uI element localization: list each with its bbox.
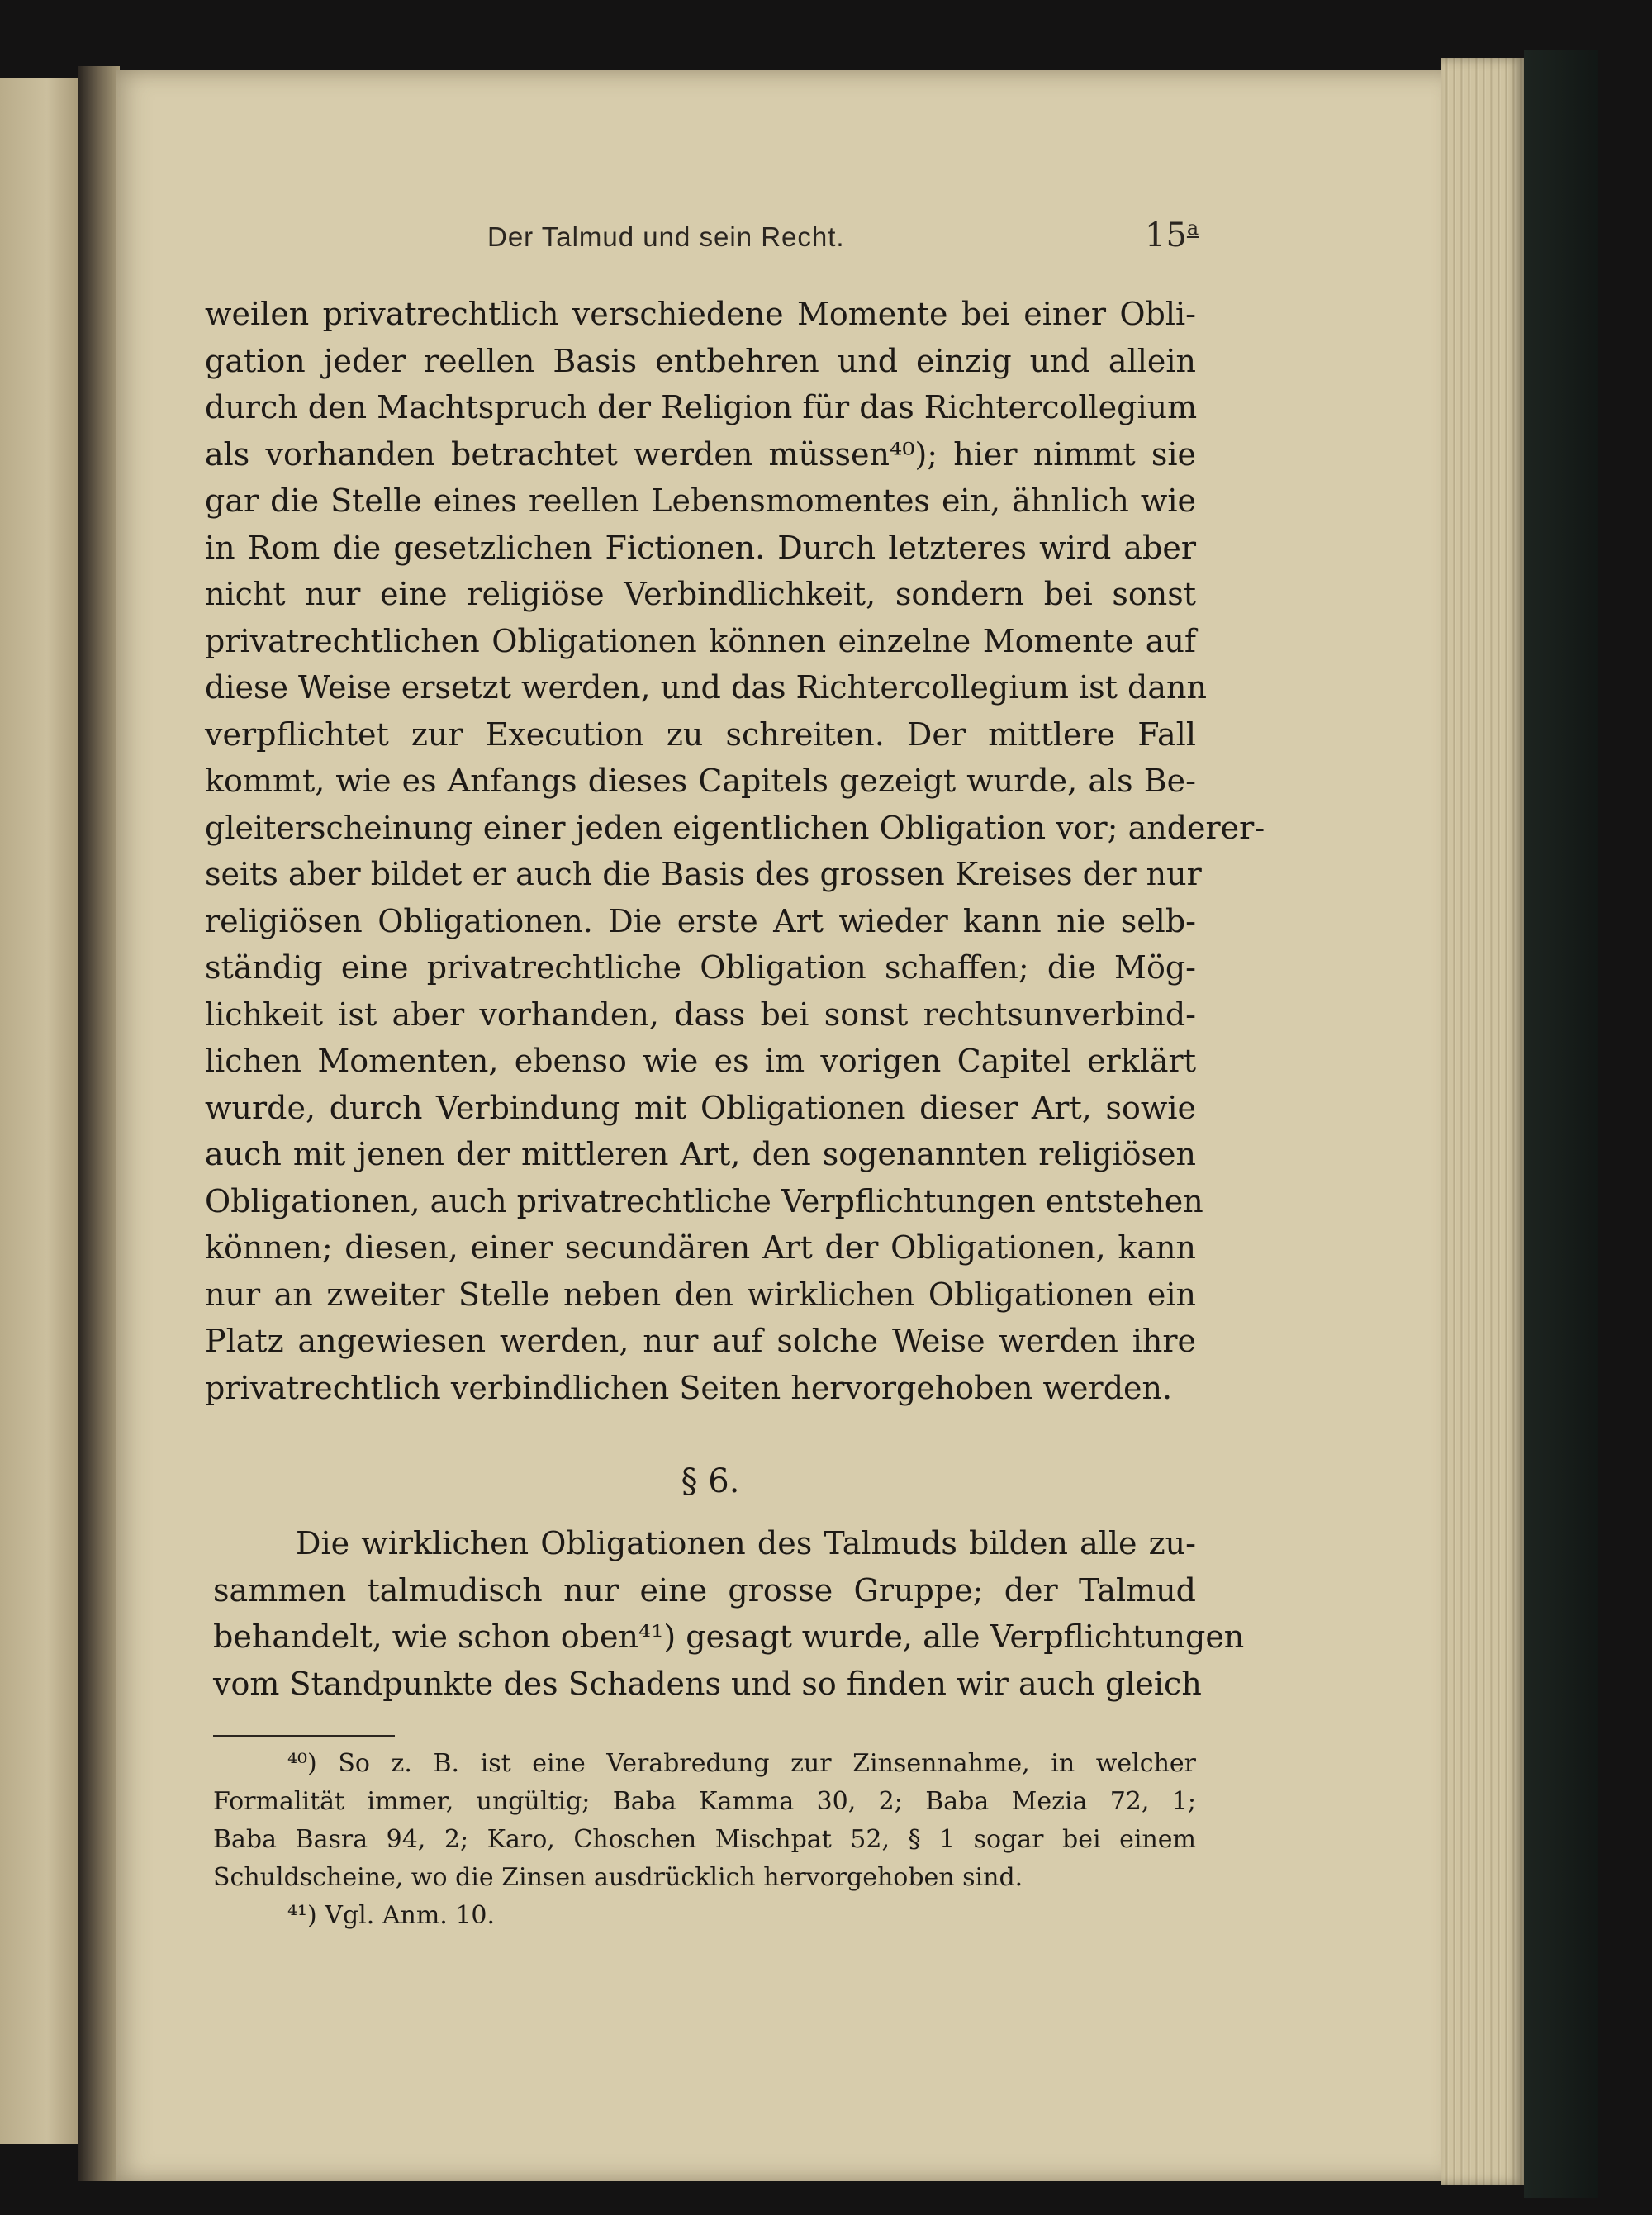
- footnote-line: ⁴¹) Vgl. Anm. 10.: [287, 1901, 496, 1930]
- text-line: verpflichtet zur Execution zu schreiten. Der mittlere Fall: [205, 715, 1196, 753]
- footnote-line: Schuldscheine, wo die Zinsen ausdrücklich hervorgehoben sind.: [213, 1863, 1023, 1892]
- footnote-rule: [213, 1735, 395, 1737]
- text-line: seits aber bildet er auch die Basis des grossen Kreises der nur: [205, 856, 1202, 892]
- text-line: wurde, durch Verbindung mit Obligationen dieser Art, sowie: [205, 1089, 1196, 1126]
- text-line: gation jeder reellen Basis entbehren und einzig und allein: [205, 342, 1196, 379]
- text-line: durch den Machtspruch der Religion für das Richtercollegium: [205, 389, 1198, 425]
- footnotes: [213, 1745, 1196, 1935]
- text-line: können; diesen, einer secundären Art der Obligationen, kann: [205, 1229, 1196, 1266]
- section-heading: § 6.: [681, 1462, 740, 1500]
- text-line: lichen Momenten, ebenso wie es im vorigen Capitel erklärt: [205, 1043, 1196, 1079]
- page-number-value: 15: [1145, 216, 1187, 254]
- text-line: nicht nur eine religiöse Verbindlichkeit, sondern bei sonst: [205, 576, 1196, 612]
- text-line: vom Standpunkte des Schadens und so finden wir auch gleich: [213, 1665, 1202, 1702]
- text-line: Die wirklichen Obligationen des Talmuds bilden alle zu-: [296, 1525, 1196, 1561]
- text-line: in Rom die gesetzlichen Fictionen. Durch letzteres wird aber: [205, 529, 1196, 566]
- text-line: diese Weise ersetzt werden, und das Richtercollegium ist dann: [205, 669, 1207, 706]
- left-facing-page-edge: [0, 78, 78, 2144]
- footnote-line: Baba Basra 94, 2; Karo, Choschen Mischpat 52, § 1 sogar bei einem: [213, 1825, 1196, 1854]
- section-paragraph: [213, 1520, 1245, 1707]
- text-line: privatrechtlichen Obligationen können einzelne Momente auf: [205, 622, 1196, 659]
- text-line: behandelt, wie schon oben⁴¹) gesagt wurde, alle Verpflichtungen: [213, 1618, 1245, 1655]
- text-line: als vorhanden betrachtet werden müssen⁴⁰); hier nimmt sie: [205, 435, 1196, 473]
- text-line: ständig eine privatrechtliche Obligation schaffen; die Mög-: [205, 949, 1196, 986]
- text-line: gleiterscheinung einer jeden eigentlichen Obligation vor; anderer-: [205, 809, 1265, 846]
- text-line: privatrechtlich verbindlichen Seiten hervorgehoben werden.: [205, 1369, 1173, 1406]
- text-line: weilen privatrechtlich verschiedene Momente bei einer Obli-: [205, 296, 1196, 332]
- text-line: nur an zweiter Stelle neben den wirklichen Obligationen ein: [205, 1276, 1196, 1313]
- page-number-suffix: a: [1186, 216, 1199, 240]
- text-line: Platz angewiesen werden, nur auf solche Weise werden ihre: [205, 1323, 1196, 1359]
- text-line: lichkeit ist aber vorhanden, dass bei sonst rechtsunverbind-: [205, 996, 1196, 1033]
- text-line: sammen talmudisch nur eine grosse Gruppe; der Talmud: [213, 1571, 1196, 1609]
- text-line: auch mit jenen der mittleren Art, den sogenannten religiösen: [205, 1136, 1196, 1172]
- running-head: Der Talmud und sein Recht.: [487, 221, 845, 252]
- page-block-edges: [1441, 58, 1524, 2185]
- text-line: gar die Stelle eines reellen Lebensmomentes ein, ähnlich wie: [205, 482, 1196, 519]
- page-number: [1145, 216, 1199, 254]
- body-paragraph: [205, 291, 1265, 1411]
- text-line: religiösen Obligationen. Die erste Art wieder kann nie selb-: [205, 902, 1196, 939]
- text-line: kommt, wie es Anfangs dieses Capitels gezeigt wurde, als Be-: [205, 763, 1196, 799]
- book-cover: [1524, 50, 1598, 2198]
- text-line: Obligationen, auch privatrechtliche Verpflichtungen entstehen: [205, 1182, 1203, 1219]
- book-gutter: [78, 66, 120, 2181]
- footnote-line: ⁴⁰) So z. B. ist eine Verabredung zur Zinsennahme, in welcher: [287, 1749, 1196, 1778]
- footnote-line: Formalität immer, ungültig; Baba Kamma 30, 2; Baba Mezia 72, 1;: [213, 1787, 1196, 1816]
